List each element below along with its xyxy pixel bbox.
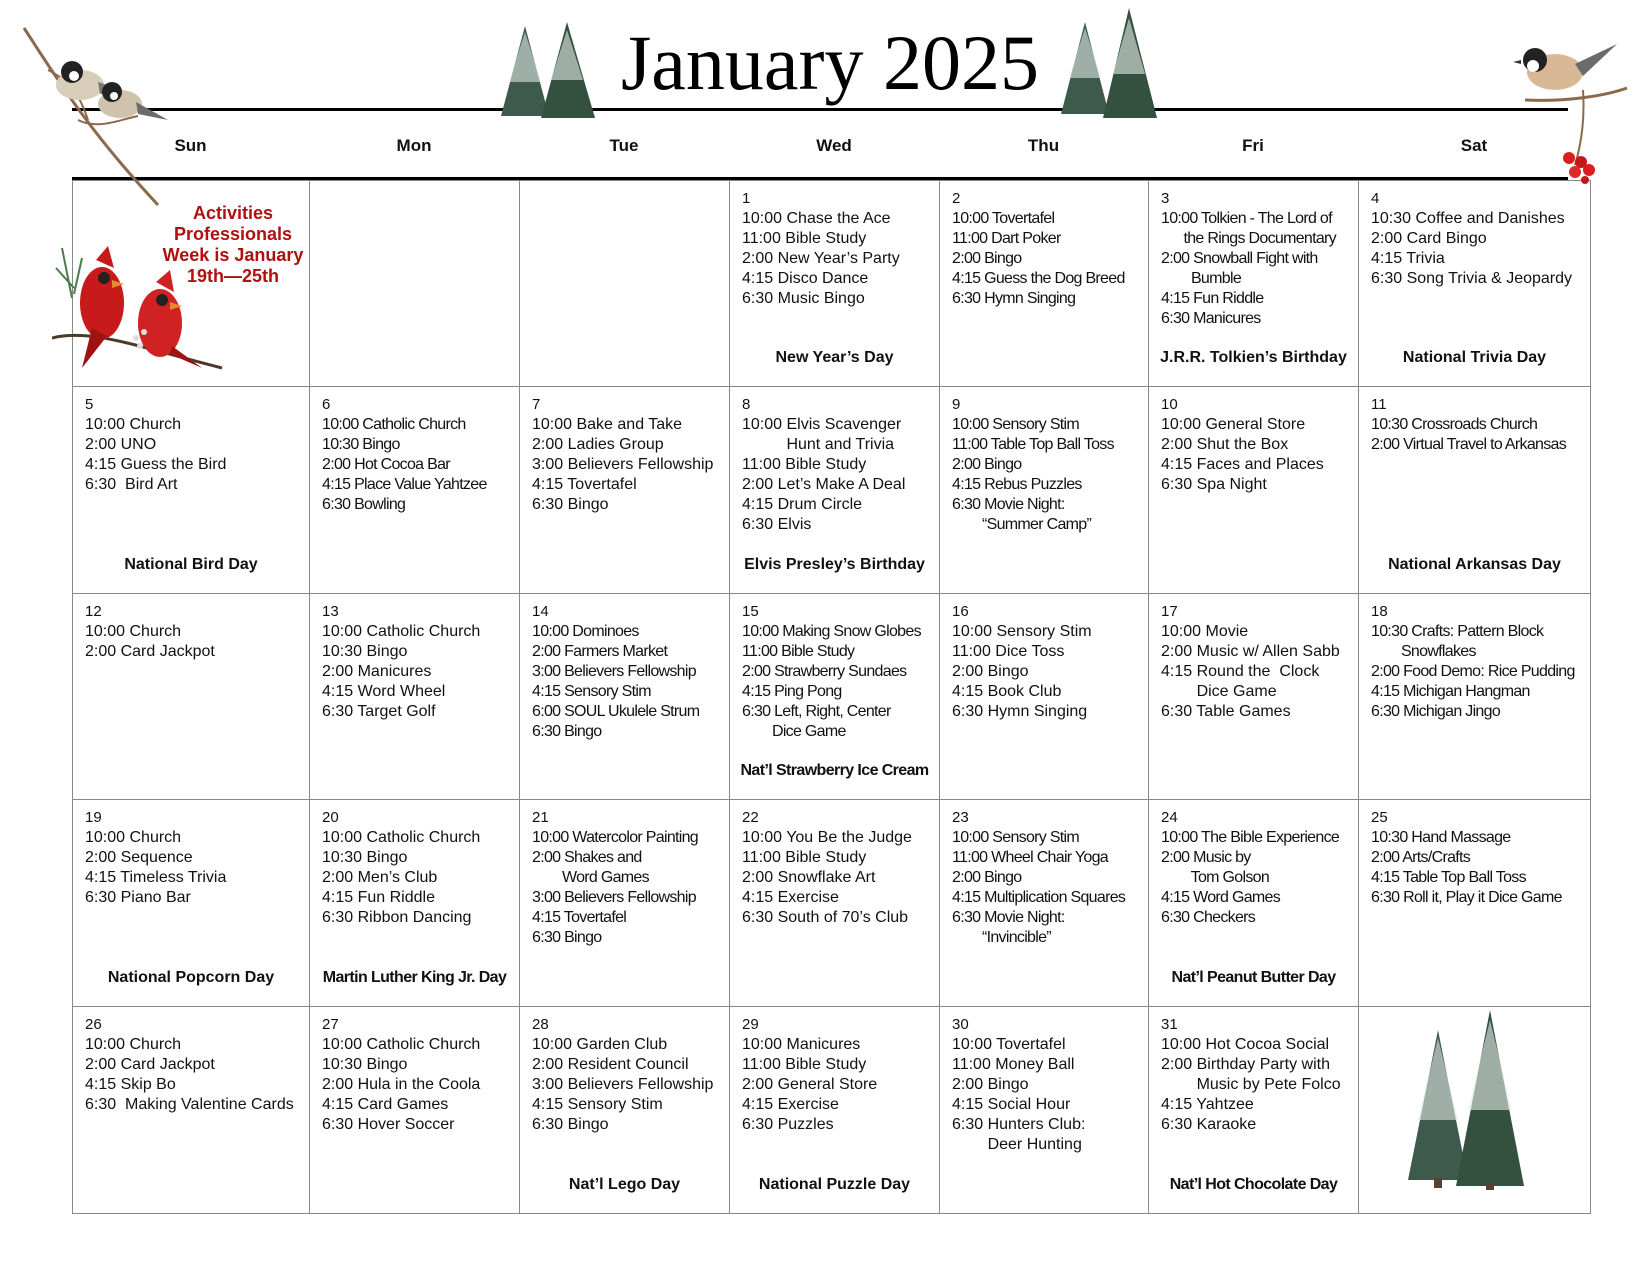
day-cell	[310, 594, 520, 800]
day-cell	[940, 800, 1149, 1007]
activity-item: 11:00 Table Top Ball Toss	[952, 436, 1114, 453]
day-cell	[1149, 181, 1359, 387]
day-cell-content	[322, 602, 515, 795]
activity-item: 4:15 Guess the Dog Breed	[952, 270, 1125, 287]
day-cell	[520, 594, 730, 800]
activity-item: 2:00 Bingo	[952, 869, 1022, 886]
activity-item: 4:15 Sensory Stim	[532, 683, 651, 700]
day-cell-content	[532, 189, 725, 382]
activity-item: 4:15 Drum Circle	[742, 496, 863, 513]
day-number: 15	[742, 603, 759, 620]
activity-item: 6:30 Puzzles	[742, 1116, 834, 1133]
day-number: 10	[1161, 396, 1178, 413]
weekday-thu: Thu	[1027, 136, 1060, 155]
activity-item: 2:00 Hula in the Coola	[322, 1076, 481, 1093]
activity-item: 6:30 South of 70’s Club	[742, 909, 909, 926]
activity-item: 6:30 Table Games	[1161, 703, 1291, 720]
activity-item: 2:00 Ladies Group	[532, 436, 664, 453]
activity-item: “Summer Camp”	[952, 516, 1092, 533]
activity-item: 4:15 Exercise	[742, 1096, 839, 1113]
activity-item: 2:00 Snowflake Art	[742, 869, 876, 886]
activity-item: 4:15 Yahtzee	[1161, 1096, 1254, 1113]
activity-item: 6:30 Song Trivia & Jeopardy	[1371, 270, 1573, 287]
day-cell-content	[952, 1015, 1144, 1209]
holiday-label: National Puzzle Day	[758, 1176, 911, 1193]
activity-item: 4:15 Book Club	[952, 683, 1062, 700]
activity-item: 2:00 Bingo	[952, 456, 1022, 473]
day-cell-content	[952, 602, 1144, 795]
weekday-mon: Mon	[396, 136, 432, 155]
day-cell	[1149, 594, 1359, 800]
activity-item: 10:00 Elvis Scavenger	[742, 416, 902, 433]
activity-item: 10:00 The Bible Experience	[1161, 829, 1340, 846]
day-cell-content	[85, 602, 305, 795]
day-cell	[73, 387, 310, 594]
activity-item: 6:30 Bingo	[532, 723, 602, 740]
activity-item: 11:00 Money Ball	[952, 1056, 1075, 1073]
activity-item: 10:30 Bingo	[322, 643, 408, 660]
activity-item: 2:00 Bingo	[952, 1076, 1029, 1093]
pine-tree-icon	[1400, 1010, 1530, 1190]
activity-item: 10:00 Sensory Stim	[952, 829, 1080, 846]
activity-item: 2:00 Men’s Club	[322, 869, 438, 886]
activity-item: 10:00 Church	[85, 829, 182, 846]
day-number: 27	[322, 1016, 339, 1033]
weekday-tue: Tue	[609, 136, 639, 155]
activity-item: 2:00 Strawberry Sundaes	[742, 663, 907, 680]
activity-item: 10:00 Sensory Stim	[952, 416, 1080, 433]
week-row	[73, 181, 1591, 387]
activity-item: 6:30 Left, Right, Center	[742, 703, 891, 720]
weekday-wed: Wed	[816, 136, 852, 155]
day-number: 19	[85, 809, 102, 826]
activity-item: 10:00 Church	[85, 416, 182, 433]
activity-item: 2:00 Birthday Party with	[1161, 1056, 1330, 1073]
day-number: 22	[742, 809, 759, 826]
day-cell-content	[952, 395, 1144, 589]
day-cell	[73, 800, 310, 1007]
day-cell-content	[322, 395, 515, 589]
activity-item: 10:00 Catholic Church	[322, 1036, 481, 1053]
week-row	[73, 594, 1591, 800]
day-cell	[730, 387, 940, 594]
holiday-label: National Bird Day	[124, 556, 258, 573]
activity-item: 4:15 Round the Clock	[1161, 663, 1320, 680]
activity-item: Dice Game	[1161, 683, 1277, 700]
activity-item: 6:30 Bird Art	[85, 476, 178, 493]
activity-item: 4:15 Word Wheel	[322, 683, 446, 700]
day-number: 17	[1161, 603, 1178, 620]
activity-item: 11:00 Bible Study	[742, 1056, 867, 1073]
activity-item: 4:15 Card Games	[322, 1096, 449, 1113]
activity-item: 4:15 Tovertafel	[532, 909, 627, 926]
day-number: 11	[1371, 396, 1387, 413]
activity-item: 6:30 Checkers	[1161, 909, 1256, 926]
activity-item: 2:00 Card Bingo	[1371, 230, 1487, 247]
day-number: 7	[532, 396, 541, 413]
activity-item: 4:15 Social Hour	[952, 1096, 1071, 1113]
day-number: 4	[1371, 190, 1380, 207]
calendar-title: January 2025	[620, 19, 1040, 106]
activity-item: 10:00 Garden Club	[532, 1036, 668, 1053]
activity-item: 10:30 Bingo	[322, 436, 400, 453]
activity-item: 2:00 Bingo	[952, 663, 1029, 680]
pine-tree-icon	[495, 22, 600, 122]
day-cell-content	[1371, 808, 1586, 1002]
activity-item: 2:00 Sequence	[85, 849, 193, 866]
activity-item: 10:00 Manicures	[742, 1036, 861, 1053]
activity-item: 2:00 UNO	[85, 436, 157, 453]
activity-item: 10:00 Movie	[1161, 623, 1249, 640]
day-cell	[1359, 387, 1591, 594]
holiday-label: Nat’l Strawberry Ice Cream	[740, 762, 929, 779]
activity-item: 10:00 Making Snow Globes	[742, 623, 921, 640]
activity-item: 10:00 Tovertafel	[952, 1036, 1066, 1053]
week-row	[73, 800, 1591, 1007]
activity-item: 4:15 Exercise	[742, 889, 839, 906]
activity-item: 11:00 Bible Study	[742, 456, 867, 473]
activity-item: 6:30 Michigan Jingo	[1371, 703, 1501, 720]
activity-item: 10:00 Dominoes	[532, 623, 639, 640]
activity-item: 4:15 Guess the Bird	[85, 456, 227, 473]
activity-item: 10:00 Church	[85, 1036, 182, 1053]
day-cell	[730, 181, 940, 387]
day-cell	[520, 800, 730, 1007]
day-cell-content	[322, 1015, 515, 1209]
week-row	[73, 1007, 1591, 1214]
activity-item: 2:00 Music by	[1161, 849, 1251, 866]
activity-item: 2:00 Hot Cocoa Bar	[322, 456, 450, 473]
activity-item: 6:30 Manicures	[1161, 310, 1261, 327]
holiday-label: J.R.R. Tolkien’s Birthday	[1160, 349, 1347, 366]
day-number: 9	[952, 396, 961, 413]
activity-item: 4:15 Trivia	[1371, 250, 1445, 267]
activity-item: 6:00 SOUL Ukulele Strum	[532, 703, 700, 720]
activity-item: the Rings Documentary	[1161, 230, 1336, 247]
day-cell-content	[742, 808, 935, 1002]
activity-item: 10:00 General Store	[1161, 416, 1306, 433]
activity-item: 3:00 Believers Fellowship	[532, 663, 696, 680]
activity-item: Word Games	[532, 869, 649, 886]
day-cell	[310, 800, 520, 1007]
activity-item: 2:00 Food Demo: Rice Pudding	[1371, 663, 1575, 680]
activity-item: 2:00 New Year’s Party	[742, 250, 900, 267]
day-number: 12	[85, 603, 102, 620]
day-number: 6	[322, 396, 331, 413]
day-number: 25	[1371, 809, 1388, 826]
day-cell	[310, 387, 520, 594]
activity-item: 4:15 Place Value Yahtzee	[322, 476, 487, 493]
day-number: 29	[742, 1016, 759, 1033]
day-cell-content	[532, 602, 725, 795]
activity-item: 6:30 Bingo	[532, 1116, 609, 1133]
day-number: 16	[952, 603, 969, 620]
activity-item: 10:00 Chase the Ace	[742, 210, 891, 227]
day-cell-content	[1161, 395, 1354, 589]
activity-item: 2:00 Resident Council	[532, 1056, 689, 1073]
day-number: 3	[1161, 190, 1170, 207]
day-cell-content	[952, 808, 1144, 1002]
activity-item: 6:30 Target Golf	[322, 703, 436, 720]
activity-item: 6:30 Roll it, Play it Dice Game	[1371, 889, 1562, 906]
activity-item: 6:30 Movie Night:	[952, 496, 1065, 513]
day-number: 18	[1371, 603, 1388, 620]
activity-item: 11:00 Bible Study	[742, 230, 867, 247]
activity-item: 6:30 Bingo	[532, 929, 602, 946]
activity-item: 6:30 Hunters Club:	[952, 1116, 1086, 1133]
day-cell	[730, 800, 940, 1007]
day-number: 31	[1161, 1016, 1178, 1033]
activity-item: 6:30 Karaoke	[1161, 1116, 1257, 1133]
activity-item: Snowflakes	[1371, 643, 1476, 660]
activity-item: 3:00 Believers Fellowship	[532, 456, 714, 473]
activity-item: 6:30 Ribbon Dancing	[322, 909, 472, 926]
day-number: 30	[952, 1016, 969, 1033]
activity-item: 11:00 Dice Toss	[952, 643, 1065, 660]
day-cell-content	[1371, 602, 1586, 795]
day-number: 5	[85, 396, 94, 413]
day-cell	[310, 1007, 520, 1214]
activity-item: 2:00 General Store	[742, 1076, 878, 1093]
activity-item: Tom Golson	[1161, 869, 1270, 886]
activity-item: 4:15 Tovertafel	[532, 476, 637, 493]
activity-item: 11:00 Bible Study	[742, 643, 855, 660]
day-number: 26	[85, 1016, 102, 1033]
activity-item: 10:00 Church	[85, 623, 182, 640]
day-cell-content	[952, 189, 1144, 382]
activity-item: 10:30 Coffee and Danishes	[1371, 210, 1565, 227]
day-cell	[1149, 1007, 1359, 1214]
holiday-label: Martin Luther King Jr. Day	[322, 969, 507, 986]
activity-item: Dice Game	[742, 723, 846, 740]
activity-item: 4:15 Ping Pong	[742, 683, 842, 700]
activity-item: 10:00 Hot Cocoa Social	[1161, 1036, 1330, 1053]
day-number: 23	[952, 809, 969, 826]
activity-item: 2:00 Let’s Make A Deal	[742, 476, 906, 493]
day-cell	[520, 387, 730, 594]
day-number: 2	[952, 190, 961, 207]
activity-item: 10:30 Bingo	[322, 849, 408, 866]
activity-item: 2:00 Manicures	[322, 663, 432, 680]
activity-item: 10:00 Sensory Stim	[952, 623, 1092, 640]
activity-item: 6:30 Hymn Singing	[952, 703, 1088, 720]
day-cell	[1359, 800, 1591, 1007]
activity-item: Bumble	[1161, 270, 1242, 287]
activity-item: 6:30 Movie Night:	[952, 909, 1065, 926]
day-cell	[730, 594, 940, 800]
top-rule	[72, 108, 1568, 111]
activity-item: 6:30 Bowling	[322, 496, 406, 513]
day-number: 20	[322, 809, 339, 826]
activity-item: 10:30 Bingo	[322, 1056, 408, 1073]
day-cell-content	[532, 395, 725, 589]
activity-item: Hunt and Trivia	[742, 436, 895, 453]
day-cell	[940, 387, 1149, 594]
activity-item: 6:30 Hymn Singing	[952, 290, 1076, 307]
activity-item: 2:00 Snowball Fight with	[1161, 250, 1318, 267]
cardinal-icon	[52, 228, 232, 388]
activity-item: 10:00 Watercolor Painting	[532, 829, 699, 846]
announcement-text: Activities Professionals Week is January 19th—25th	[162, 203, 304, 286]
weekday-sun: Sun	[174, 136, 207, 155]
activity-item: 4:15 Word Games	[1161, 889, 1281, 906]
activity-item: 4:15 Michigan Hangman	[1371, 683, 1530, 700]
activity-item: 10:00 Tovertafel	[952, 210, 1055, 227]
activity-item: Music by Pete Folco	[1161, 1076, 1341, 1093]
pine-tree-icon	[1057, 8, 1162, 120]
activity-item: 4:15 Multiplication Squares	[952, 889, 1126, 906]
activity-item: 2:00 Virtual Travel to Arkansas	[1371, 436, 1567, 453]
activity-item: 4:15 Sensory Stim	[532, 1096, 663, 1113]
activity-item: 10:00 You Be the Judge	[742, 829, 912, 846]
holiday-label: Nat’l Lego Day	[568, 1176, 681, 1193]
activity-item: 4:15 Table Top Ball Toss	[1371, 869, 1526, 886]
weekday-fri: Fri	[1242, 136, 1264, 155]
day-cell	[520, 1007, 730, 1214]
activity-item: 4:15 Faces and Places	[1161, 456, 1324, 473]
activity-item: 6:30 Piano Bar	[85, 889, 191, 906]
activity-item: Deer Hunting	[952, 1136, 1082, 1153]
day-cell-content	[532, 808, 725, 1002]
activity-item: 3:00 Believers Fellowship	[532, 1076, 714, 1093]
week-row	[73, 387, 1591, 594]
activity-item: 2:00 Shakes and	[532, 849, 642, 866]
weekday-sat: Sat	[1460, 136, 1488, 155]
activity-item: 4:15 Fun Riddle	[1161, 290, 1264, 307]
day-cell	[1149, 800, 1359, 1007]
activity-item: 2:00 Card Jackpot	[85, 643, 215, 660]
holiday-label: National Trivia Day	[1402, 349, 1547, 366]
activity-item: 6:30 Making Valentine Cards	[85, 1096, 294, 1113]
activity-item: 10:30 Crossroads Church	[1371, 416, 1538, 433]
day-cell	[1359, 181, 1591, 387]
holiday-label: Elvis Presley’s Birthday	[744, 556, 925, 573]
activity-item: 11:00 Bible Study	[742, 849, 867, 866]
calendar-grid	[72, 180, 1591, 1214]
day-cell-content	[85, 1015, 305, 1209]
holiday-label: National Arkansas Day	[1388, 556, 1561, 573]
activity-item: 4:15 Disco Dance	[742, 270, 869, 287]
activity-item: 2:00 Card Jackpot	[85, 1056, 215, 1073]
berry-branch-icon	[1555, 90, 1610, 185]
day-cell	[73, 594, 310, 800]
activity-item: 6:30 Spa Night	[1161, 476, 1267, 493]
activity-item: “Invincible”	[952, 929, 1051, 946]
activity-item: 10:00 Tolkien - The Lord of	[1161, 210, 1332, 227]
activity-item: 3:00 Believers Fellowship	[532, 889, 696, 906]
activity-item: 6:30 Music Bingo	[742, 290, 865, 307]
activity-item: 6:30 Elvis	[742, 516, 812, 533]
day-cell	[1359, 594, 1591, 800]
activity-item: 2:00 Arts/Crafts	[1371, 849, 1471, 866]
day-number: 1	[742, 190, 751, 207]
day-cell-content	[1161, 602, 1354, 795]
holiday-label: Nat’l Hot Chocolate Day	[1169, 1176, 1338, 1193]
activity-item: 10:00 Catholic Church	[322, 623, 481, 640]
day-number: 13	[322, 603, 339, 620]
holiday-label: National Popcorn Day	[107, 969, 275, 986]
activity-item: 6:30 Hover Soccer	[322, 1116, 455, 1133]
day-cell	[1149, 387, 1359, 594]
activity-item: 10:30 Hand Massage	[1371, 829, 1511, 846]
day-number: 8	[742, 396, 751, 413]
day-cell	[940, 1007, 1149, 1214]
activity-item: 2:00 Bingo	[952, 250, 1022, 267]
day-cell	[73, 1007, 310, 1214]
day-cell-content	[322, 189, 515, 382]
chickadee-icon	[18, 20, 188, 210]
day-number: 14	[532, 603, 549, 620]
day-cell	[730, 1007, 940, 1214]
holiday-label: Nat’l Peanut Butter Day	[1171, 969, 1336, 986]
day-number: 24	[1161, 809, 1178, 826]
activity-item: 2:00 Shut the Box	[1161, 436, 1289, 453]
activity-item: 2:00 Music w/ Allen Sabb	[1161, 643, 1340, 660]
activity-item: 10:00 Bake and Take	[532, 416, 683, 433]
day-cell	[520, 181, 730, 387]
activity-item: 11:00 Dart Poker	[952, 230, 1061, 247]
activity-item: 4:15 Skip Bo	[85, 1076, 176, 1093]
activity-item: 4:15 Fun Riddle	[322, 889, 435, 906]
activity-item: 10:00 Catholic Church	[322, 416, 466, 433]
activity-item: 10:00 Catholic Church	[322, 829, 481, 846]
day-number: 21	[532, 809, 549, 826]
day-cell	[940, 594, 1149, 800]
activity-item: 10:30 Crafts: Pattern Block	[1371, 623, 1544, 640]
day-cell	[940, 181, 1149, 387]
activity-item: 11:00 Wheel Chair Yoga	[952, 849, 1108, 866]
day-cell	[310, 181, 520, 387]
activity-item: 4:15 Timeless Trivia	[85, 869, 227, 886]
holiday-label: New Year’s Day	[775, 349, 894, 366]
activity-item: 6:30 Bingo	[532, 496, 609, 513]
day-number: 28	[532, 1016, 549, 1033]
activity-item: 2:00 Farmers Market	[532, 643, 668, 660]
activity-item: 4:15 Rebus Puzzles	[952, 476, 1082, 493]
